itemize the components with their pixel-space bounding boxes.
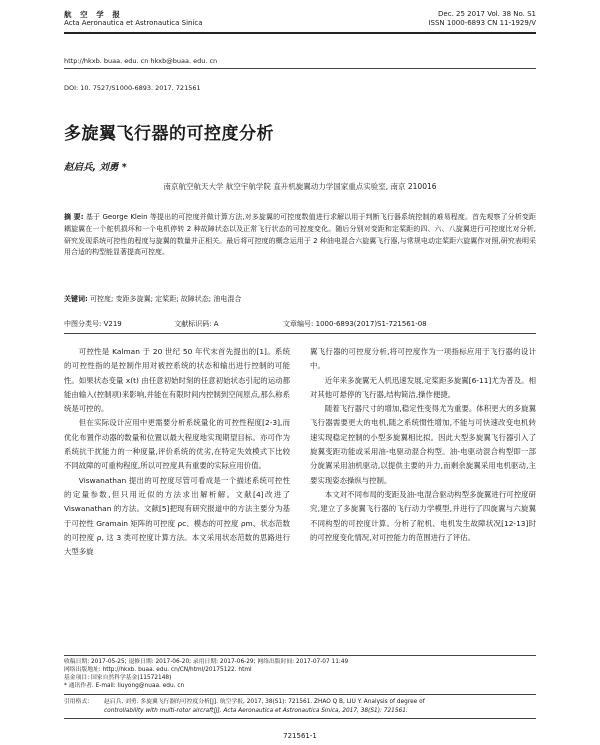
issue-date-volume: Dec. 25 2017 Vol. 38 No. S1 xyxy=(438,10,536,18)
online-url[interactable]: 网络出版地址: http://hkxb. buaa. edu. cn/CN/html/20175122. html xyxy=(64,667,252,673)
abstract-label: 摘 要: xyxy=(64,213,84,221)
authors: 赵启兵, 刘勇 * xyxy=(64,162,127,173)
document-code: 文献标识码: A xyxy=(174,320,219,328)
body-paragraph: Viswanathan 提出的可控度尽管可看成是一个描述系统可控性的定量参数,但只用近似的方法求出解析解。文献[4]改进了 Viswanathan 的方法。文献[5]把现有研究报道中的方法主要分为基于可控性 Gramain 矩阵的可控度 ρc、模态的可控度 ρm、状态范数的可控度 ρ, 这 3 类可控度计算方法。本文采用状态范数的思路进行大型多旋 xyxy=(64,475,290,557)
url-divider xyxy=(64,68,536,69)
paper-title: 多旋翼飞行器的可控度分析 xyxy=(64,124,274,144)
body-left-column xyxy=(64,345,290,559)
body-right-column xyxy=(310,345,536,545)
body-paragraph: 翼飞行器的可控度分析,将可控度作为一项指标应用于飞行器的设计中。 xyxy=(310,347,536,371)
doi[interactable]: DOI: 10. 7527/S1000-6893. 2017. 721561 xyxy=(64,84,201,92)
citation-label: 引用格式: xyxy=(64,699,90,705)
header-rule xyxy=(64,32,536,34)
bottom-rule xyxy=(64,718,536,719)
keywords-text: 可控度; 变距多旋翼; 定桨距; 故障状态; 油电混合 xyxy=(90,295,242,303)
journal-name-en: Acta Aeronautica et Astronautica Sinica xyxy=(64,19,203,27)
affiliation: 南京航空航天大学 航空宇航学院 直升机旋翼动力学国家重点实验室, 南京 210016 xyxy=(163,182,437,191)
journal-name-cn: 航 空 学 报 xyxy=(64,10,123,19)
keywords-label: 关键词: xyxy=(64,295,88,303)
footnotes xyxy=(64,658,536,690)
abstract-text: 基于 George Klein 等提出的可控度并做计算方法,对多旋翼的可控度数值进行求解以用于判断飞行器系统控制的难易程度。首先观察了分析变距耦旋翼在一个舵机损坏和一个电机停转 2 种故障状态以及正常飞行状态的可控度变化。随后分别对变距和定桨距的四、六、八旋翼进行可控度比对分析,研究发现系统可控性的程度与旋翼的数量并正相关。最后将可控度的概念运用于 2 种油电混合六旋翼飞行器,与常规电动定桨距六旋翼作对照,研究表明采用合适的构型能显著提高可控度。 xyxy=(64,213,537,257)
journal-header-left xyxy=(64,10,203,28)
journal-url-line[interactable]: http://hkxb. buaa. edu. cn hkxb@buaa. edu. cn xyxy=(64,57,218,65)
classification-line xyxy=(64,319,427,329)
body-paragraph: 可控性是 Kalman 于 20 世纪 50 年代末首先提出的[1]。系统的可控性指的是控制作用对被控系统的状态和输出进行控制的可能性。如果状态变量 x(t) 由任意初始时刻的任意初始状态引起的运动都能由输入(控制项)来影响,并能在有限时间内控制到空间原点,那么称系统是可控的。 xyxy=(64,347,290,414)
footnote-divider xyxy=(64,655,536,656)
journal-header-right xyxy=(428,10,536,28)
abstract-divider xyxy=(64,333,536,334)
body-paragraph: 本文对不同布局的变距及油-电混合驱动构型多旋翼进行可控度研究,建立了多旋翼飞行器的飞行动力学模型,并进行了四旋翼与六旋翼不同构型的可控度计算。分析了舵机、电机发生故障状况[12-13]时的可控度变化情况,对可控能力的范围进行了评估。 xyxy=(310,489,536,542)
body-paragraph: 随着飞行器尺寸的增加,稳定性变得尤为重要。体积更大的多旋翼飞行器需要更大的电机,随之系统惯性增加,不能与可快速改变电机转速实现稳定控制的小型多旋翼相比拟。因此大型多旋翼飞行器引入了旋翼变距功能或采用油-电驱动混合构型。油-电驱动混合构型即一部分旋翼采用油机驱动,以提供主要的升力,而剩余旋翼采用电机驱动,主要实现姿态操纵与控制。 xyxy=(310,404,536,485)
keywords xyxy=(64,294,536,304)
citation-format xyxy=(64,698,536,715)
body-paragraph: 但在实际设计应用中更需要分析系统量化的可控性程度[2-3],而优化布置作动器的数量和位置以最大程度地实现期望目标。亦可作为系统抗干扰能力的一种度量,评价系统的优劣,在特定失效模式下比较不同故障的可重构程度,所以可控度具有重要的实际应用价值。 xyxy=(64,418,290,471)
abstract xyxy=(64,212,536,259)
issn-cn: ISSN 1000-6893 CN 11-1929/V xyxy=(428,19,536,27)
corresponding-author: * 通讯作者. E-mail: liuyong@nuaa. edu. cn xyxy=(64,683,185,689)
article-number: 文章编号: 1000-6893(2017)S1-721561-08 xyxy=(283,320,427,328)
body-paragraph: 近年来多旋翼无人机迅速发展,定桨距多旋翼[6-11]尤为普及。相对其他可悬停的飞行器,结构简洁,操作便捷。 xyxy=(310,375,536,399)
received-dates: 收稿日期: 2017-05-25; 退修日期: 2017-06-20; 录用日期: 2017-06-29; 网络出版时间: 2017-07-07 11:49 xyxy=(64,659,349,665)
fund: 基金项目: 国家自然科学基金(11572148) xyxy=(64,675,172,681)
citation-divider xyxy=(64,694,536,695)
citation-en: controllability with multi-rotor aircraft[J]. Acta Aeronautica et Astronautica Sinica, 2017, 38(S1): 721561. xyxy=(104,707,408,714)
page-number: 721561-1 xyxy=(283,732,317,740)
citation-cn: 赵启兵, 刘勇. 多旋翼飞行器的可控度分析[J]. 航空学报, 2017, 38(S1): 721561. ZHAO Q B, LIU Y. Analysis of degree of xyxy=(104,699,425,705)
clc-number: 中图分类号: V219 xyxy=(64,320,122,328)
